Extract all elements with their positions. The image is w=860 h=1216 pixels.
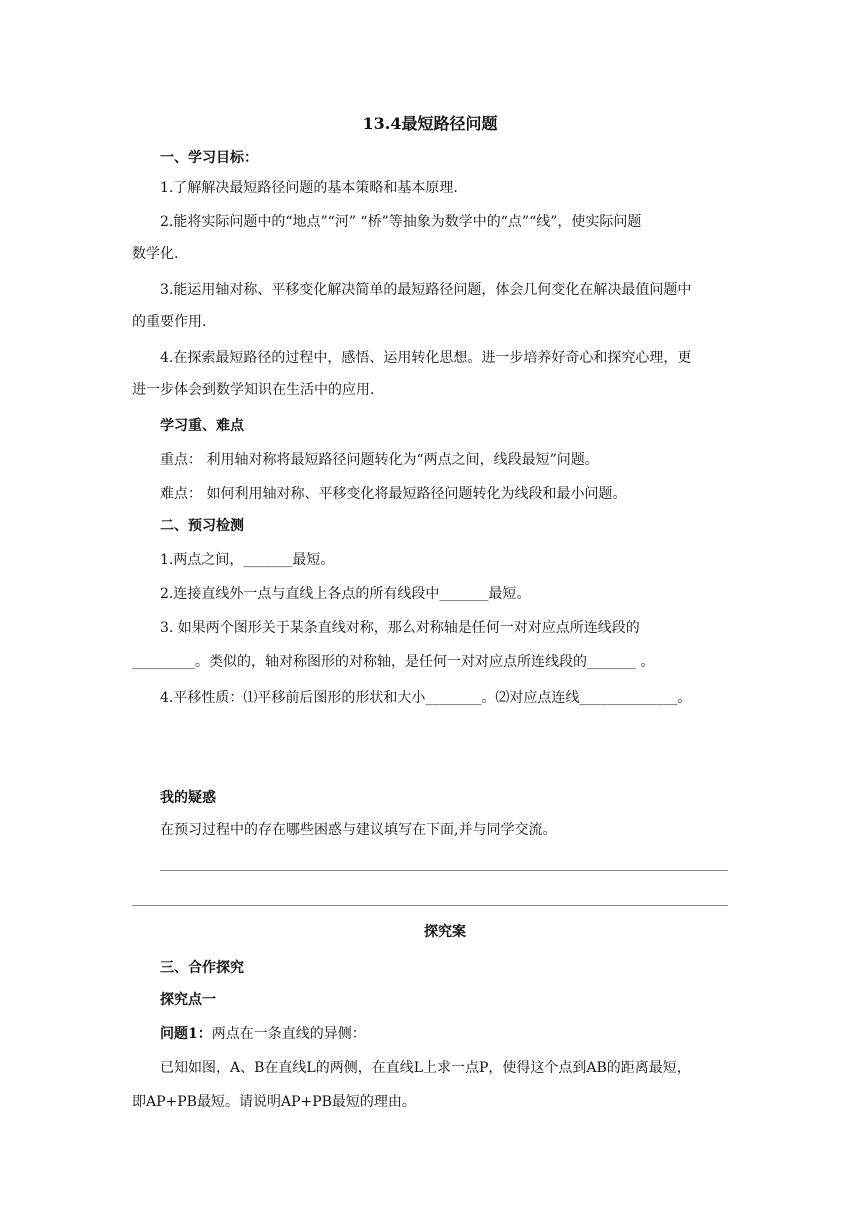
keypoint-difficulty: 难点： 如何利用轴对称、平移变化将最短路径问题转化为线段和最小问题。 (160, 486, 627, 502)
objective-1: 1.了解解决最短路径问题的基本策略和基本原理. (160, 180, 458, 196)
objective-4-line1: 4.在探索最短路径的过程中，感悟、运用转化思想。进一步培养好奇心和探究心理，更 (160, 350, 692, 366)
section-divider (132, 905, 728, 906)
answer-line (160, 870, 728, 871)
objective-3-line1: 3.能运用轴对称、平移变化解决简单的最短路径问题，体会几何变化在解决最值问题中 (160, 282, 692, 298)
doubts-text: 在预习过程中的存在哪些困惑与建议填写在下面,并与同学交流。 (160, 822, 557, 838)
preview-question-1: 1.两点之间，_______最短。 (160, 552, 335, 568)
problem-1-text: 两点在一条直线的异侧： (211, 1026, 366, 1042)
keypoint-focus: 重点： 利用轴对称将最短路径问题转化为“两点之间，线段最短”问题。 (160, 452, 599, 468)
section1-heading: 一、学习目标： (160, 150, 258, 166)
doubts-heading: 我的疑惑 (160, 790, 216, 806)
explore-point-1: 探究点一 (160, 992, 216, 1008)
keypoints-heading: 学习重、难点 (160, 418, 244, 434)
section2-heading: 二、预习检测 (160, 518, 244, 534)
page-title: 13.4最短路径问题 (362, 114, 498, 133)
problem-1 (160, 1024, 366, 1044)
preview-question-4: 4.平移性质：⑴平移前后图形的形状和大小________。⑵对应点连线______________。 (160, 690, 692, 706)
preview-question-2: 2.连接直线外一点与直线上各点的所有线段中_______最短。 (160, 586, 531, 602)
objective-2-line2: 数学化. (132, 246, 179, 262)
explore-title: 探究案 (424, 924, 466, 940)
section3-heading: 三、合作探究 (160, 960, 244, 976)
objective-3-line2: 的重要作用. (132, 314, 207, 330)
objective-2-line1: 2.能将实际问题中的“地点”“河” “桥”等抽象为数学中的“点”“线”，使实际问题 (160, 214, 642, 230)
problem-1-description-line1: 已知如图，A、B在直线L的两侧，在直线L上求一点P，使得这个点到AB的距离最短， (160, 1060, 691, 1076)
preview-question-3-line2: _________。类似的，轴对称图形的对称轴，是任何一对对应点所连线段的_______ 。 (132, 654, 655, 670)
problem-1-description-line2: 即AP+PB最短。请说明AP+PB最短的理由。 (132, 1094, 416, 1110)
preview-question-3-line1: 3. 如果两个图形关于某条直线对称，那么对称轴是任何一对对应点所连线段的 (160, 620, 640, 636)
problem-1-label: 问题1： (160, 1026, 212, 1042)
objective-4-line2: 进一步体会到数学知识在生活中的应用. (132, 382, 375, 398)
